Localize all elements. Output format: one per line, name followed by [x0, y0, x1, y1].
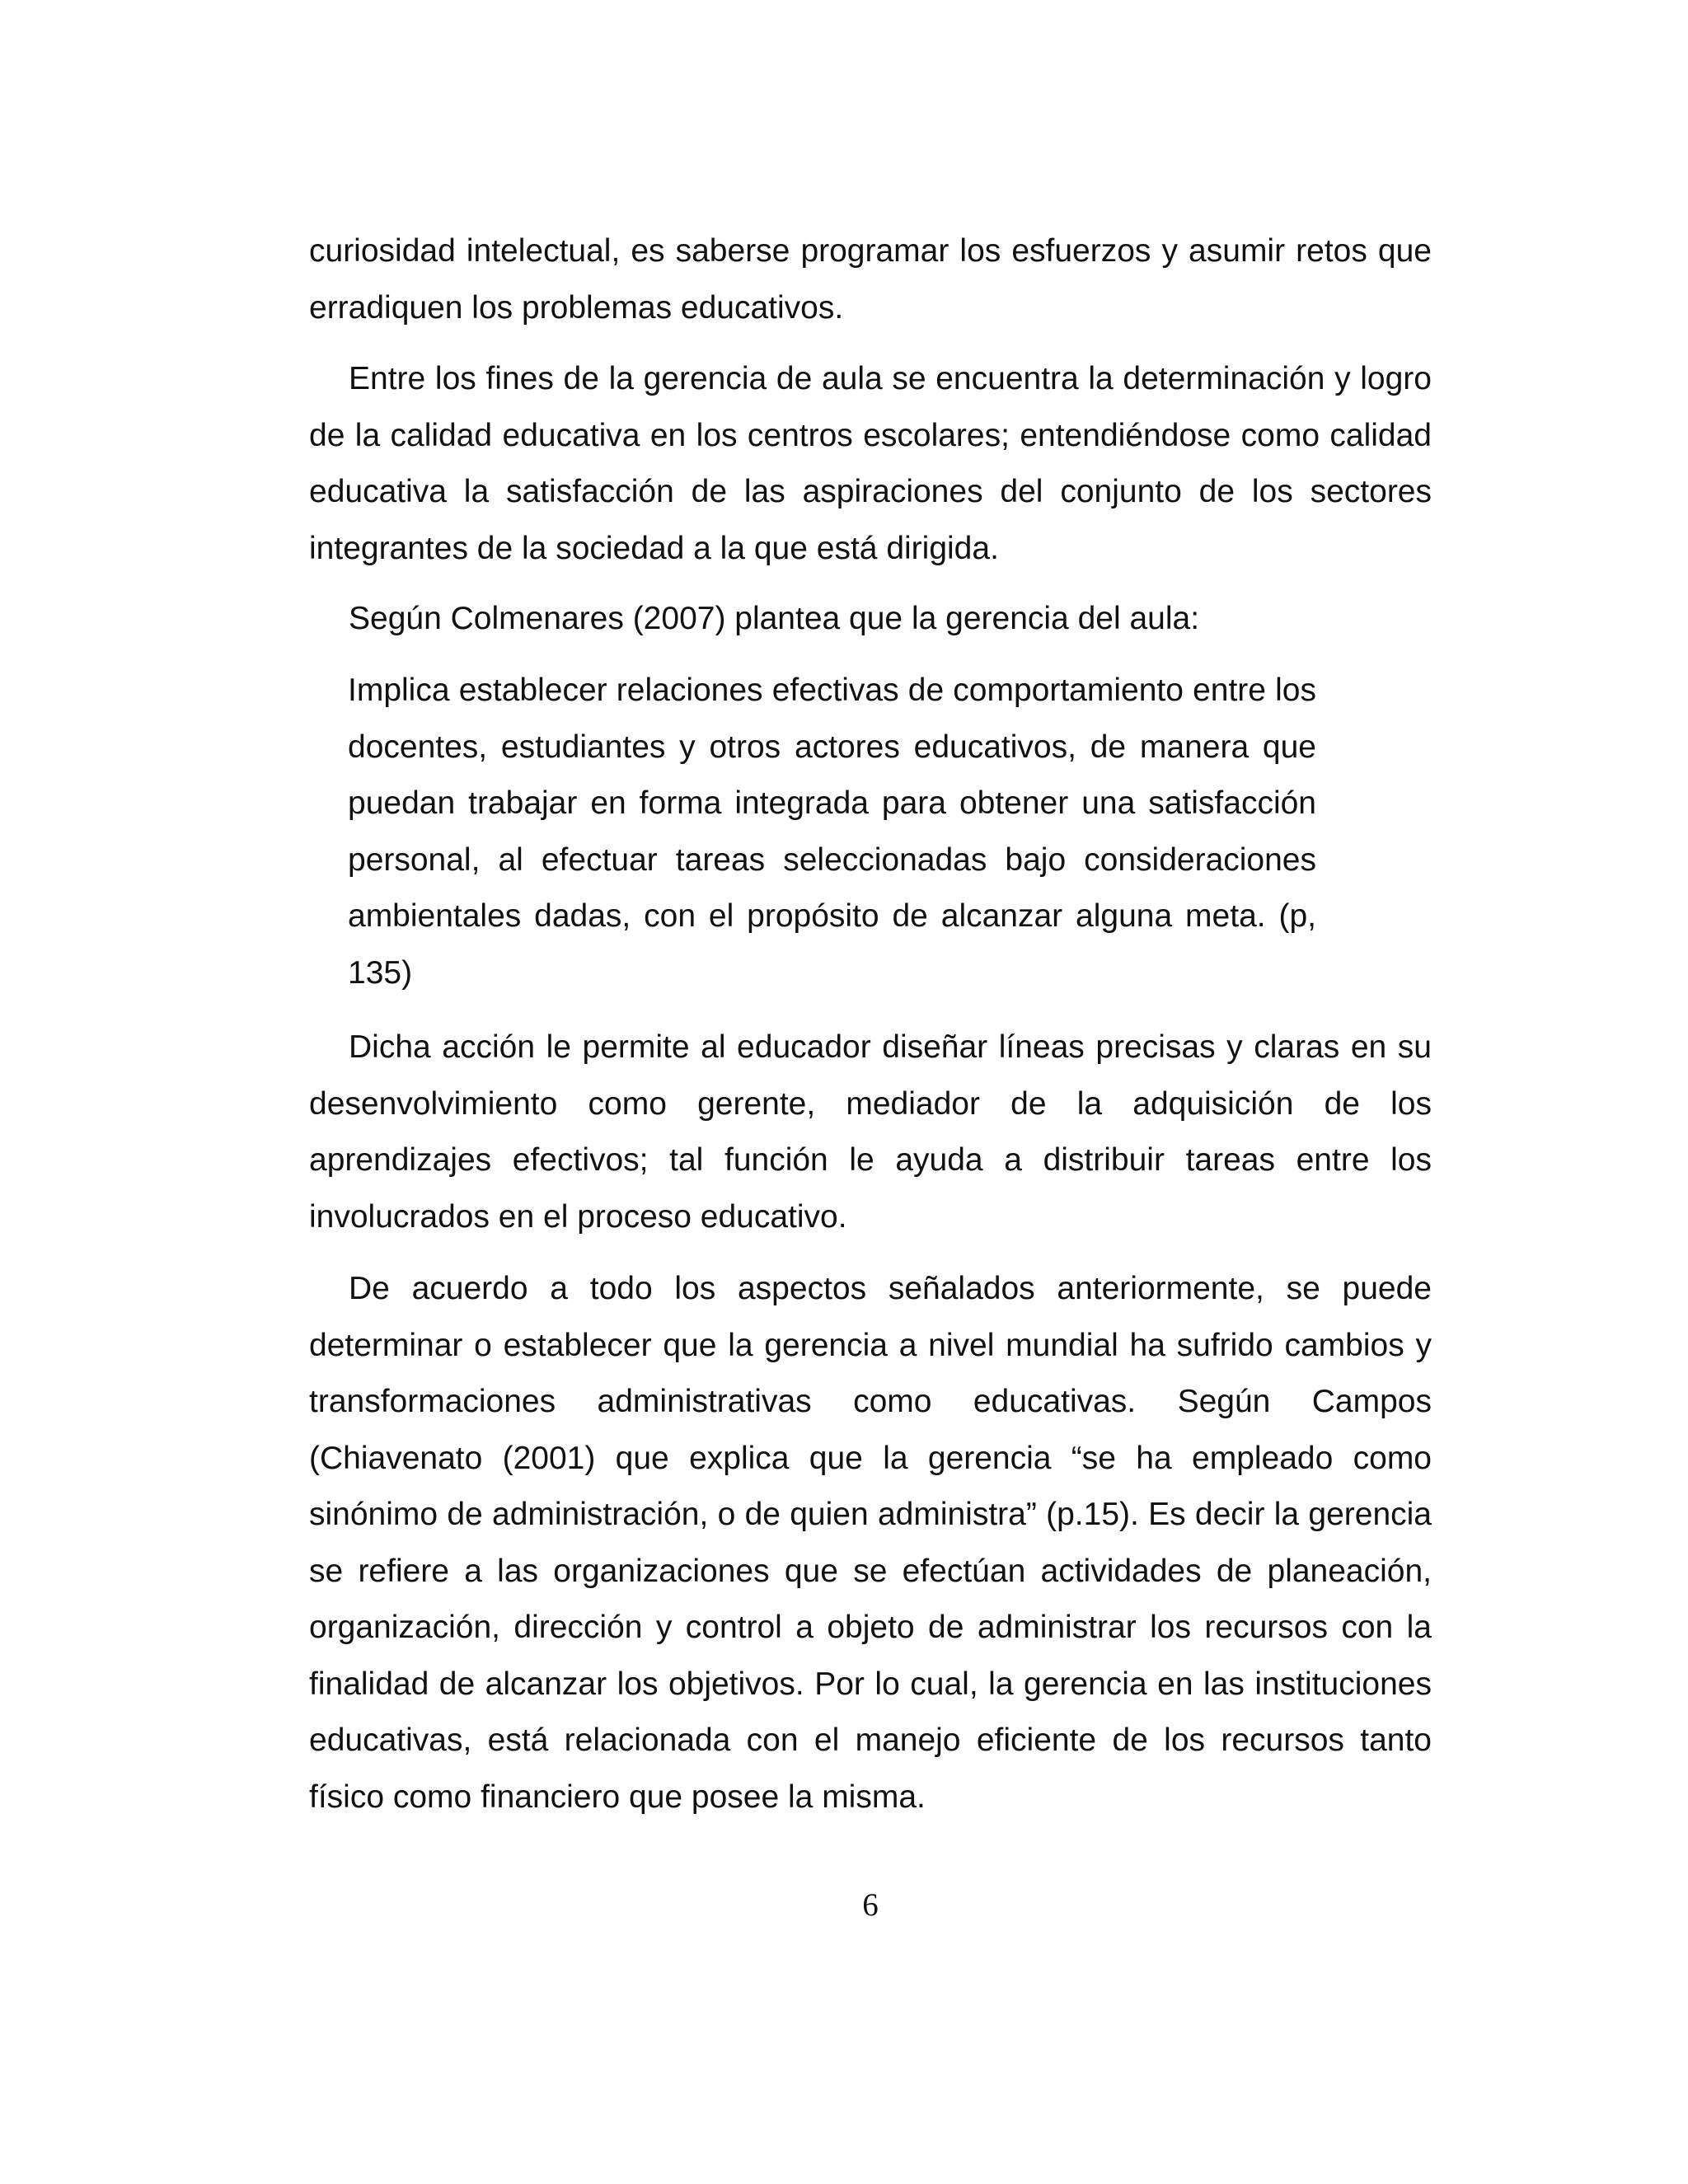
page-number: 6 [862, 1887, 879, 1923]
paragraph-dicha-accion: Dicha acción le permite al educador diseñar líneas precisas y claras en su desenvolvimiento como gerente, mediador de la adquisición de los aprendizajes efectivos; tal función le ayuda a distribuir tareas entre los involucrados en el proceso educativo. [309, 1029, 1432, 1235]
text-block-fines [309, 351, 1432, 577]
text-block-dicha [309, 1019, 1432, 1245]
text-block-top [309, 223, 1432, 336]
text-block-intro-quote [309, 591, 1432, 648]
text-block-acuerdo [309, 1261, 1432, 1825]
block-quote: Implica establecer relaciones efectivas de comportamiento entre los docentes, estudiantes y otros actores educativos, de manera que puedan trabajar en forma integrada para obtener una satisfacción personal, al efectuar tareas seleccionadas bajo consideraciones ambientales dadas, con el propósito de alcanzar alguna meta. (p, 135) [348, 673, 1316, 991]
paragraph-de-acuerdo: De acuerdo a todo los aspectos señalados anteriormente, se puede determinar o establecer que la gerencia a nivel mundial ha sufrido cambios y transformaciones administrativas como educativas. Según Campos (Chiavenato (2001) que explica que la gerencia “se ha empleado como sinónimo de administración, o de quien administra” (p.15). Es decir la gerencia se refiere a las organizaciones que se efectúan actividades de planeación, organización, dirección y control a objeto de administrar los recursos con la finalidad de alcanzar los objetivos. Por lo cual, la gerencia en las instituciones educativas, está relacionada con el manejo eficiente de los recursos tanto físico como financiero que posee la misma. [309, 1271, 1432, 1815]
paragraph-quote-intro: Según Colmenares (2007) plantea que la gerencia del aula: [349, 601, 1200, 636]
paragraph-continuation: curiosidad intelectual, es saberse programar los esfuerzos y asumir retos que erradiquen los problemas educativos. [309, 233, 1432, 326]
paragraph-fines-gerencia: Entre los fines de la gerencia de aula se encuentra la determinación y logro de la calidad educativa en los centros escolares; entendiéndose como calidad educativa la satisfacción de las aspiraciones del conjunto de los sectores integrantes de la sociedad a la que está dirigida. [309, 361, 1432, 566]
